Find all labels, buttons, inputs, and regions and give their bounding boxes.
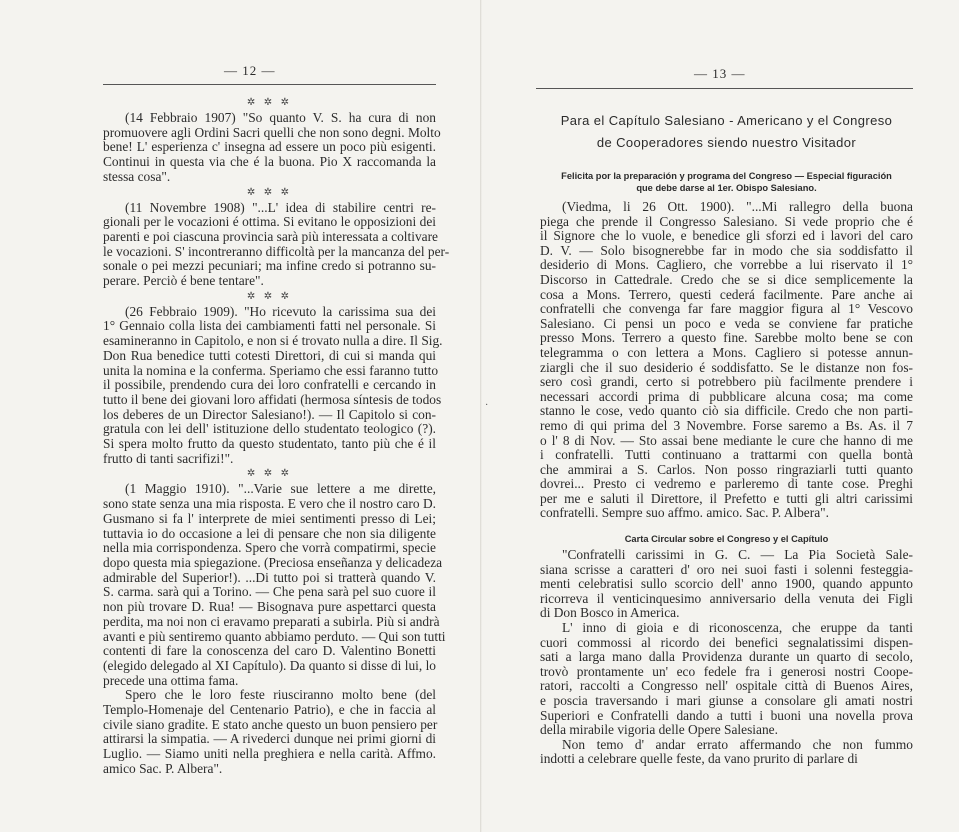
text-line: cuori commossi al ricordo dei benefici segnalatissimi dispen-	[540, 634, 913, 650]
text-line: che ammirai a S. Carlos. Non posso ringraziarli tutti quanto	[540, 461, 913, 477]
left-text-column	[103, 95, 450, 777]
page-number: — 13 —	[694, 66, 746, 81]
letter-paragraph	[103, 199, 450, 289]
text-line: dopo questa mia spiegazione. (Preciosa enseñanza y delicadeza	[103, 554, 443, 570]
text-line: avanti e più sentiremo quanto abbiamo perduto. — Qui son tutti	[103, 628, 446, 644]
text-line: contenti di fare la conoscenza del caro D. Valentino Bonetti	[103, 643, 436, 659]
text-line: Spero che le loro feste riusciranno molto bene (del	[125, 687, 436, 703]
letter-paragraph	[540, 200, 913, 521]
text-line: per me e saluti il Direttore, il Prefetto e tutti gli altri carissimi	[540, 490, 913, 506]
text-line: esamineranno in Capitolo, e non si é trovato nulla a dire. Il Sig.	[103, 333, 443, 349]
text-line: sero così grandi, certo si potrebbero più facilmente prendere i	[540, 374, 913, 390]
text-line: S. carma. sarà qui a Torino. — Che pena sarà pel suo cuore il	[103, 584, 436, 600]
chapter-subheading	[540, 170, 913, 194]
text-line: precede una ottima fama.	[103, 672, 239, 688]
text-line: 1° Gennaio colla lista dei cambiamenti fatti nel personale. Si	[103, 318, 436, 334]
header-rule	[536, 88, 913, 89]
page-number: — 12 —	[224, 63, 276, 78]
text-line: sono state senza una mia risposta. E vero che il nostro caro D.	[103, 496, 436, 512]
text-line: menti celebratisi sullo scorcio dell' anno 1900, quando appunto	[540, 576, 913, 592]
text-line: promuovere agli Ordini Sacri quelli che non sono degni. Molto	[103, 124, 441, 140]
letter-paragraph	[103, 688, 436, 776]
text-line: tuttavia io do occasione a lei di pensare che non sia diligente	[103, 525, 436, 541]
text-line: desiderio di Mons. Cagliero, che vorrebbe a lui riservato il 1°	[540, 257, 913, 273]
circular-paragraph	[540, 548, 913, 621]
text-line: necessari accordi prima di pubblicare alcuna cosa; ma come	[540, 388, 913, 404]
chapter-title-line-2: de Cooperadores siendo nuestro Visitador	[596, 135, 857, 150]
text-line: trovò prontamente un' eco fedele fra i generosi nostri Coope-	[540, 663, 913, 679]
text-line: e poscia traversando i mari giunse a consolare gli amati nostri	[540, 693, 913, 708]
text-line: los deberes de un Director Salesiano!). — Il Capitolo si con-	[103, 406, 436, 422]
subheading-line-2: que debe darse al 1er. Obispo Salesiano.	[636, 183, 817, 193]
text-line: siana scrisse a caratteri d' oro nei suoi fasti i solenni festeggia-	[540, 561, 913, 577]
text-line: bene! L' esperienza c' insegna ad essere un poco più esigenti.	[103, 139, 436, 155]
text-line: L' inno di gioia e di riconoscenza, che eruppe da tanti	[562, 620, 913, 636]
header-rule	[103, 84, 436, 85]
text-line: gionali per le vocazioni é ottima. Si evitano le opposizioni dei	[103, 214, 436, 230]
text-line: gratula con lei dell' istituzione dello studentato teologico (?).	[103, 421, 436, 437]
text-line: Continui in questa via che é la buona. Pio X raccomanda la	[103, 154, 436, 170]
text-line: della mirabile vigoria delle Opere Salesiane.	[540, 722, 778, 738]
text-line: Si spera molto frutto da questo studentato, tanto più che é il	[103, 436, 436, 452]
section-asterisks: ✲ ✲ ✲	[246, 468, 293, 480]
margin-mark: ·	[485, 400, 489, 411]
text-line: indotti a celebrare quelle feste, da vano prurito di parlare di	[540, 751, 858, 767]
text-line: D. V. — Solo bisognerebbe far in modo che sia soddisfatto il	[540, 242, 913, 258]
text-line: (14 Febbraio 1907) "So quanto V. S. ha cura di non	[125, 110, 436, 125]
text-line: Templo-Homenaje del Centenario Patrio), e che in faccia al	[103, 702, 436, 718]
letter-paragraph	[103, 481, 446, 688]
text-line: parenti e poi ciascuna provincia sarà più interessata a coltivare	[103, 228, 438, 244]
text-line: perdita, ma noi non ci eravamo preparati a subirla. Più si andrà	[103, 613, 440, 629]
text-line: il possibile, prendendo cura dei loro confratelli e cercando in	[103, 377, 436, 393]
text-line: (26 Febbraio 1909). "Ho ricevuto la carissima sua dei	[125, 303, 436, 319]
left-page	[0, 0, 470, 832]
circular-paragraph	[540, 738, 913, 767]
text-line: (11 Novembre 1908) "...L' idea di stabilire centri re-	[125, 199, 436, 215]
section-asterisks: ✲ ✲ ✲	[246, 186, 293, 198]
text-line: Don Rua benedice tutti cotesti Direttori, di cui si manda qui	[103, 347, 436, 363]
text-line: Non temo d' andar errato affermando che non fummo	[562, 736, 913, 752]
text-line: Discorso in Cattedrale. Credo che se si dice semplicemente la	[540, 271, 913, 287]
text-line: "Confratelli carissimi in G. C. — La Pia Società Sale-	[562, 547, 913, 563]
text-line: (Viedma, li 26 Ott. 1900). "...Mi rallegro della buona	[562, 199, 913, 214]
text-line: di Don Bosco in America.	[540, 605, 680, 621]
text-line: stanno le cose, vedo quanto ciò sia difficile. Credo che non parti-	[540, 403, 913, 419]
text-line: ziargli che il suo desiderio é soddisfatto. Se le distanze non fos-	[540, 359, 913, 375]
chapter-title-line-1: Para el Capítulo Salesiano - Americano y el Congreso	[560, 113, 893, 128]
text-line: sati a larga mano dalla Providenza durante un quarto di secolo,	[540, 649, 913, 665]
text-line: sonale o pei mezzi pecuniari; ma infine credo si potranno su-	[103, 258, 436, 274]
text-line: Salesiano. Ci pensi un poco e veda se conviene far pratiche	[540, 315, 913, 331]
text-line: amico Sac. P. Albera".	[103, 760, 223, 776]
text-line: telegramma o con lettera a Mons. Cagliero si potesse annun-	[540, 344, 913, 360]
text-line: (elegido delegado al XI Capítulo). Da quanto si disse di lui, lo	[103, 657, 436, 673]
text-line: confratelli che convenga far fare maggior figura al 1° Vescovo	[540, 301, 913, 317]
circular-paragraph	[540, 621, 913, 738]
text-line: le vocazioni. S' incontreranno difficoltà per la mancanza del per-	[103, 243, 450, 259]
text-line: Gusmano si fa l' interprete de miei sentimenti presso di Lei;	[103, 510, 436, 526]
text-line: o l' 8 di Nov. — Sto assai bene mediante le cure che hanno di me	[540, 432, 913, 448]
right-page	[485, 0, 959, 832]
text-line: perare. Perciò é bene tentare".	[103, 273, 264, 289]
text-line: piega che prende il Congresso Salesiano. Si vede proprio che é	[540, 213, 913, 229]
text-line: Luglio. — Siamo uniti nella preghiera e nella carità. Affmo.	[103, 746, 436, 762]
text-line: attirarsi la simpatia. — A rivederci dunque nei primi giorni di	[103, 731, 436, 747]
book-gutter	[480, 0, 482, 832]
text-line: frutto di tanti sacrifizi!".	[103, 450, 234, 466]
text-line: civile siano gradite. E stato anche questo un buon pensiero per	[103, 716, 438, 732]
letter-paragraph	[103, 303, 443, 467]
section-asterisks: ✲ ✲ ✲	[246, 97, 293, 108]
text-line: il Signore che lo vuole, e benedice gli sforzi ed i lavori del caro	[540, 228, 913, 244]
text-line: non più trovare D. Rua! — Bisognava pure aspettarci questa	[103, 599, 436, 615]
text-line: i confratelli. Tutti continuano a trattarmi con quella bontà	[540, 447, 913, 463]
text-line: ratori, raccolti a Congresso nell' ospitale città di Buenos Aires,	[540, 678, 913, 694]
text-line: nella mia corrispondenza. Spero che vorrà compatirmi, specie	[103, 540, 436, 556]
text-line: admirable del Superior!). ...Di tutto poi si tratterà quando V.	[103, 569, 436, 585]
letter-paragraph	[103, 110, 441, 185]
right-text-column	[540, 110, 913, 767]
text-line: presso Mons. Terrero a questo fine. Sarebbe molto bene se con	[540, 330, 913, 346]
text-line: (1 Maggio 1910). "...Varie sue lettere a me dirette,	[125, 481, 436, 497]
text-line: cosa a Mons. Terrero, questi cederá facilmente. Pare anche ai	[540, 286, 913, 302]
section-title: Carta Circular sobre el Congreso y el Capítulo	[624, 534, 829, 545]
text-line: unita la nomina e la conferma. Speriamo che essi faranno tutto	[103, 362, 439, 378]
text-line: dovrei... Presto ci vedremo e parleremo di tante cose. Preghi	[540, 476, 913, 492]
text-line: remo di qui prima del 3 Novembre. Forse saremo a Bs. As. il 7	[540, 417, 913, 433]
text-line: stessa cosa".	[103, 168, 171, 184]
text-line: ricorreva il venticinquesimo anniversario della venuta dei Figli	[540, 590, 913, 606]
section-asterisks: ✲ ✲ ✲	[246, 290, 293, 302]
text-line: Superiori e Confratelli dando a tutti i buoni una novella prova	[540, 707, 913, 723]
subheading-line-1: Felicita por la preparación y programa del Congreso — Especial figuración	[561, 171, 892, 181]
text-line: tutto il bene dei giovani loro affidati (hermosa síntesis de todos	[103, 391, 442, 407]
text-line: confratelli. Sempre suo affmo. amico. Sac. P. Albera".	[540, 505, 829, 521]
